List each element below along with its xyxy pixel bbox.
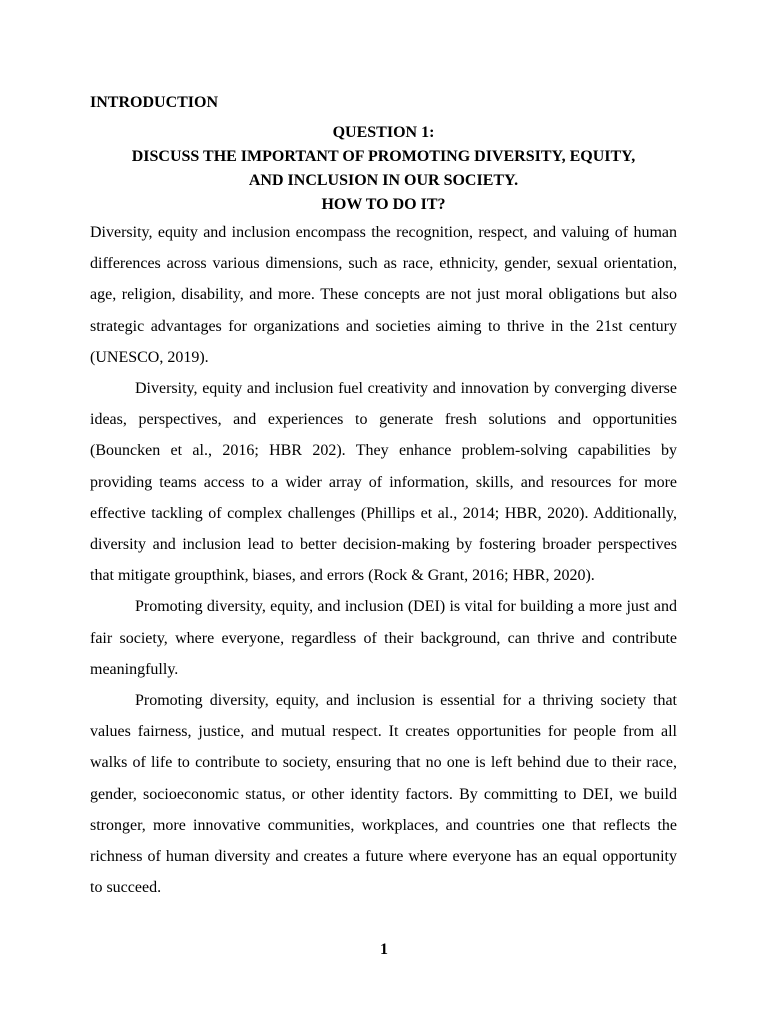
paragraph-3: Promoting diversity, equity, and inclusion (DEI) is vital for building a more just and fair society, where everyone, regardless of their background, can thrive and contribute meaningfully.	[90, 598, 677, 678]
paragraph-4: Promoting diversity, equity, and inclusion is essential for a thriving society that values fairness, justice, and mutual respect. It creates opportunities for people from all walks of life to contribute to society, ensuring that no one is left behind due to their race, gender, socioeconomic status, or other identity factors. By committing to DEI, we build stronger, more innovative communities, workplaces, and countries one that reflects the richness of human diversity and creates a future where everyone has an equal opportunity to succeed.	[90, 692, 677, 897]
document-page	[90, 91, 677, 903]
question-title-line-1: DISCUSS THE IMPORTANT OF PROMOTING DIVERSITY, EQUITY,	[131, 148, 636, 165]
paragraph-2: Diversity, equity and inclusion fuel creativity and innovation by converging diverse ideas, perspectives, and experiences to generate fresh solutions and opportunities (Bouncken et al., 2016; HBR 202). They enhance problem-solving capabilities by providing teams access to a wider array of information, skills, and resources for more effective tackling of complex challenges (Phillips et al., 2014; HBR, 2020). Additionally, diversity and inclusion lead to better decision-making by fostering broader perspectives that mitigate groupthink, biases, and errors (Rock & Grant, 2016; HBR, 2020).	[90, 380, 677, 585]
question-title-block	[90, 121, 677, 217]
paragraph-1: Diversity, equity and inclusion encompass the recognition, respect, and valuing of human differences across various dimensions, such as race, ethnicity, gender, sexual orientation, age, religion, disability, and more. These concepts are not just moral obligations but also strategic advantages for organizations and societies aiming to thrive in the 21st century (UNESCO, 2019).	[90, 224, 677, 366]
question-title-line-2: AND INCLUSION IN OUR SOCIETY.	[248, 172, 519, 189]
question-number: QUESTION 1:	[332, 124, 435, 141]
section-heading: INTRODUCTION	[90, 94, 219, 111]
page-number: 1	[380, 941, 388, 958]
question-subtitle: HOW TO DO IT?	[321, 196, 446, 213]
